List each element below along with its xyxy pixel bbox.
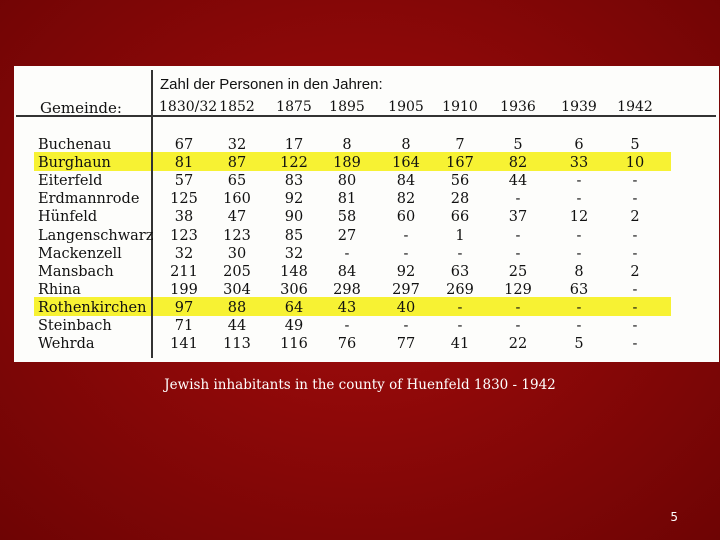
table-cell: 27 — [337, 227, 357, 244]
table-cell: 83 — [284, 173, 304, 190]
table-cell: 304 — [223, 281, 251, 298]
table-cell: - — [403, 245, 409, 262]
table-cell: 22 — [508, 336, 528, 353]
table-cell: 84 — [337, 263, 357, 280]
table-cell: 2 — [630, 209, 640, 226]
row-name: Langenschwarz — [38, 227, 154, 244]
table-cell: 56 — [450, 173, 470, 190]
table-cell: 5 — [574, 336, 584, 353]
table-cell: 8 — [401, 137, 411, 153]
table-cell: 97 — [174, 299, 194, 316]
table-cell: - — [576, 318, 582, 334]
table-cell: 32 — [284, 245, 304, 262]
table-cell: 205 — [223, 263, 251, 280]
row-name: Rhina — [38, 281, 81, 298]
year-header: 1942 — [617, 99, 653, 115]
table-cell: - — [515, 191, 521, 208]
table-cell: 66 — [450, 209, 470, 226]
row-name: Burghaun — [38, 155, 111, 172]
table-cell: - — [632, 318, 638, 334]
table-cell: 167 — [446, 155, 474, 172]
row-name: Mackenzell — [38, 245, 122, 262]
table-cell: 17 — [284, 137, 304, 153]
table-cell: 71 — [174, 318, 194, 334]
row-name: Mansbach — [38, 263, 114, 280]
table-cell: 148 — [280, 263, 308, 280]
table-cell: 49 — [284, 318, 304, 334]
year-header: 1895 — [329, 99, 365, 115]
row-name: Erdmannrode — [38, 191, 140, 208]
table-cell: - — [632, 227, 638, 244]
table-cell: 65 — [227, 173, 247, 190]
table-cell: - — [457, 318, 463, 334]
table-cell: 64 — [284, 299, 304, 316]
table-cell: 32 — [174, 245, 194, 262]
table-cell: 33 — [569, 155, 589, 172]
table-cell: - — [515, 318, 521, 334]
table-cell: 63 — [569, 281, 589, 298]
table-cell: 84 — [396, 173, 416, 190]
table-cell: 10 — [625, 155, 645, 172]
table-cell: - — [576, 191, 582, 208]
table-cell: - — [344, 245, 350, 262]
slide-caption: Jewish inhabitants in the county of Huenfeld 1830 - 1942 — [164, 377, 556, 393]
table-cell: 12 — [569, 209, 589, 226]
table-cell: 37 — [508, 209, 528, 226]
table-cell: 298 — [333, 281, 361, 298]
table-cell: 28 — [450, 191, 470, 208]
table-cell: 90 — [284, 209, 304, 226]
year-header: 1936 — [500, 99, 536, 115]
year-header: 1905 — [388, 99, 424, 115]
table-cell: 82 — [508, 155, 528, 172]
table-cell: 2 — [630, 263, 640, 280]
table-cell: 164 — [392, 155, 420, 172]
table-header-title: Zahl der Personen in den Jahren: — [160, 76, 383, 93]
year-header: 1910 — [442, 99, 478, 115]
table-cell: 88 — [227, 299, 247, 316]
table-cell: 38 — [174, 209, 194, 226]
table-cell: - — [632, 173, 638, 190]
table-cell: 82 — [396, 191, 416, 208]
row-name: Buchenau — [38, 137, 112, 153]
table-cell: 57 — [174, 173, 194, 190]
table-cell: 113 — [223, 336, 251, 353]
year-header: 1852 — [219, 99, 255, 115]
gemeinde-header: Gemeinde: — [40, 99, 122, 117]
table-cell: 160 — [223, 191, 251, 208]
table-cell: 25 — [508, 263, 528, 280]
table-cell: 7 — [455, 137, 465, 153]
table-cell: 67 — [174, 137, 194, 153]
table-cell: 8 — [342, 137, 352, 153]
table-cell: - — [576, 299, 582, 316]
table-cell: - — [515, 245, 521, 262]
table-cell: 63 — [450, 263, 470, 280]
row-name: Rothenkirchen — [38, 299, 147, 316]
table-cell: - — [632, 191, 638, 208]
table-cell: 44 — [508, 173, 528, 190]
table-cell: - — [457, 299, 463, 316]
table-cell: 32 — [227, 137, 247, 153]
page-number: 5 — [670, 510, 678, 524]
table-cell: 40 — [396, 299, 416, 316]
table-cell: 43 — [337, 299, 357, 316]
table-cell: 41 — [450, 336, 470, 353]
table-cell: - — [515, 227, 521, 244]
row-name: Steinbach — [38, 318, 112, 334]
row-name: Hünfeld — [38, 209, 98, 226]
table-cell: - — [632, 245, 638, 262]
table-cell: 81 — [337, 191, 357, 208]
table-cell: 123 — [170, 227, 198, 244]
table-cell: 81 — [174, 155, 194, 172]
row-name: Eiterfeld — [38, 173, 103, 190]
row-name: Wehrda — [38, 336, 95, 353]
population-table — [14, 66, 719, 362]
table-cell: 211 — [170, 263, 198, 280]
table-cell: 1 — [455, 227, 465, 244]
table-cell: - — [632, 336, 638, 353]
table-cell: - — [632, 281, 638, 298]
table-cell: 92 — [284, 191, 304, 208]
table-cell: 297 — [392, 281, 420, 298]
table-cell: 58 — [337, 209, 357, 226]
table-cell: 122 — [280, 155, 308, 172]
table-cell: 306 — [280, 281, 308, 298]
table-cell: 129 — [504, 281, 532, 298]
table-cell: 44 — [227, 318, 247, 334]
table-cell: 189 — [333, 155, 361, 172]
table-cell: 60 — [396, 209, 416, 226]
column-divider — [151, 70, 153, 358]
table-cell: - — [576, 227, 582, 244]
year-header: 1875 — [276, 99, 312, 115]
table-cell: - — [515, 299, 521, 316]
table-cell: - — [576, 173, 582, 190]
table-cell: - — [632, 299, 638, 316]
table-cell: 116 — [280, 336, 308, 353]
table-cell: 92 — [396, 263, 416, 280]
table-cell: - — [403, 227, 409, 244]
year-header: 1830/32 — [159, 99, 218, 115]
table-cell: - — [457, 245, 463, 262]
table-cell: 76 — [337, 336, 357, 353]
table-cell: - — [403, 318, 409, 334]
table-cell: 30 — [227, 245, 247, 262]
table-cell: - — [344, 318, 350, 334]
table-cell: 8 — [574, 263, 584, 280]
table-cell: 47 — [227, 209, 247, 226]
table-cell: 141 — [170, 336, 198, 353]
table-cell: 80 — [337, 173, 357, 190]
table-cell: 5 — [630, 137, 640, 153]
table-cell: 125 — [170, 191, 198, 208]
table-cell: 77 — [396, 336, 416, 353]
table-cell: 5 — [513, 137, 523, 153]
table-cell: - — [576, 245, 582, 262]
table-cell: 6 — [574, 137, 584, 153]
table-cell: 269 — [446, 281, 474, 298]
table-cell: 199 — [170, 281, 198, 298]
year-header: 1939 — [561, 99, 597, 115]
table-cell: 123 — [223, 227, 251, 244]
table-cell: 87 — [227, 155, 247, 172]
table-cell: 85 — [284, 227, 304, 244]
